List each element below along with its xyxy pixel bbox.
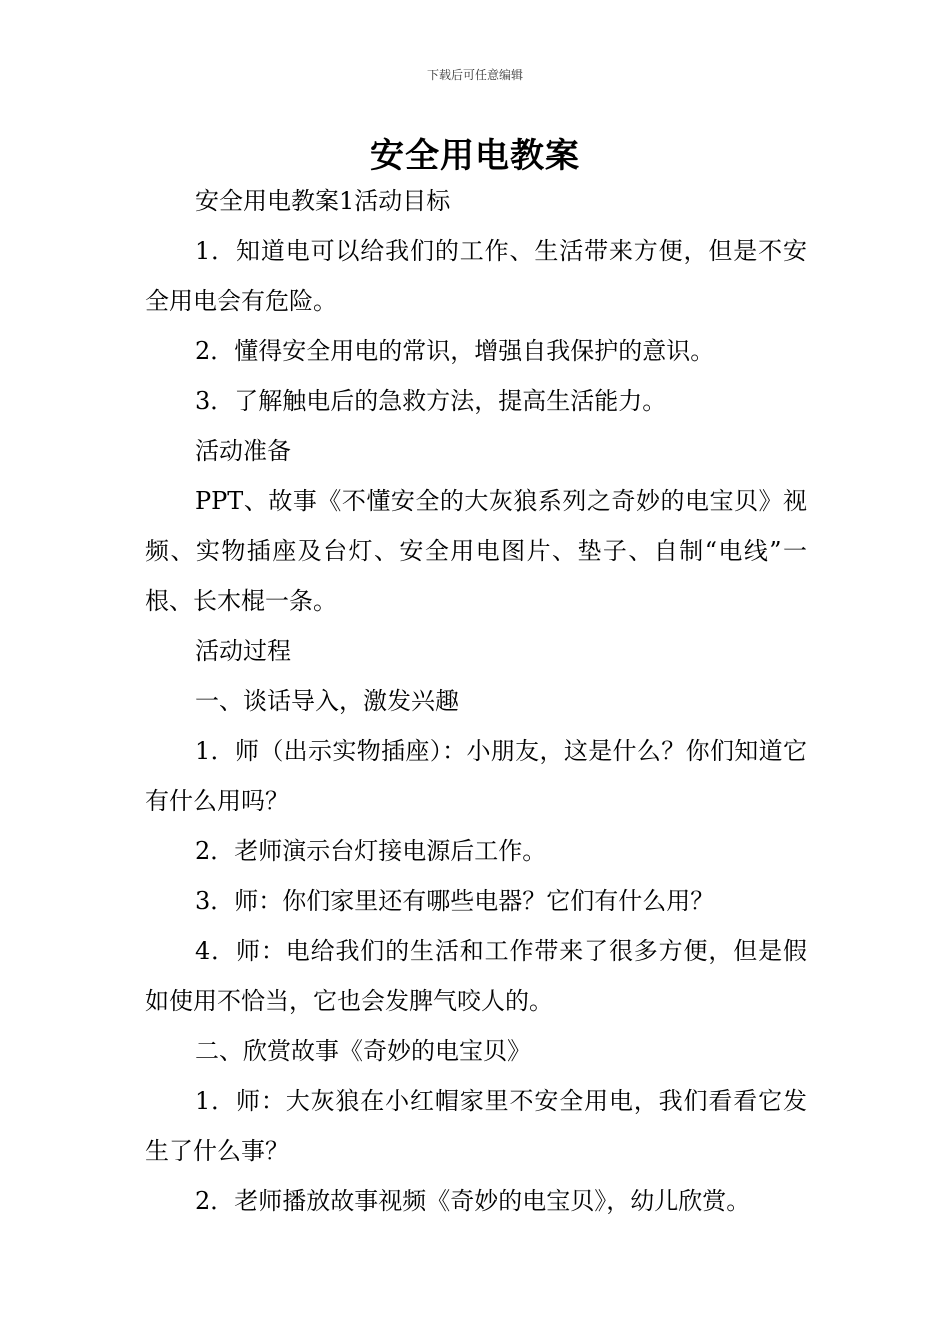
paragraph: 2．懂得安全用电的常识，增强自我保护的意识。 bbox=[195, 337, 715, 365]
paragraph: 3．了解触电后的急救方法，提高生活能力。 bbox=[195, 387, 667, 415]
header-note: 下载后可任意编辑 bbox=[426, 68, 523, 82]
paragraph: 2．老师演示台灯接电源后工作。 bbox=[195, 837, 547, 865]
paragraph: 1．知道电可以给我们的工作、生活带来方便，但是不安全用电会有危险。 bbox=[145, 237, 807, 315]
paragraph: 二、欣赏故事《奇妙的电宝贝》 bbox=[195, 1037, 531, 1065]
paragraph: 3．师：你们家里还有哪些电器？它们有什么用？ bbox=[195, 887, 715, 915]
paragraph: 活动准备 bbox=[195, 437, 291, 465]
paragraph: 安全用电教案1活动目标 bbox=[195, 187, 451, 215]
page-title: 安全用电教案 bbox=[370, 136, 580, 176]
paragraph: 1．师（出示实物插座）：小朋友，这是什么？你们知道它有什么用吗？ bbox=[145, 737, 807, 815]
document-body bbox=[145, 176, 807, 1226]
paragraph: 1．师：大灰狼在小红帽家里不安全用电，我们看看它发生了什么事？ bbox=[145, 1087, 807, 1165]
paragraph: PPT、故事《不懂安全的大灰狼系列之奇妙的电宝贝》视频、实物插座及台灯、安全用电图片、垫子、自制“电线”一根、长木棍一条。 bbox=[145, 487, 807, 615]
paragraph: 活动过程 bbox=[195, 637, 291, 665]
paragraph: 一、谈话导入，激发兴趣 bbox=[195, 687, 459, 715]
paragraph: 2．老师播放故事视频《奇妙的电宝贝》，幼儿欣赏。 bbox=[195, 1187, 751, 1215]
paragraph: 4．师：电给我们的生活和工作带来了很多方便，但是假如使用不恰当，它也会发脾气咬人的。 bbox=[145, 937, 807, 1015]
